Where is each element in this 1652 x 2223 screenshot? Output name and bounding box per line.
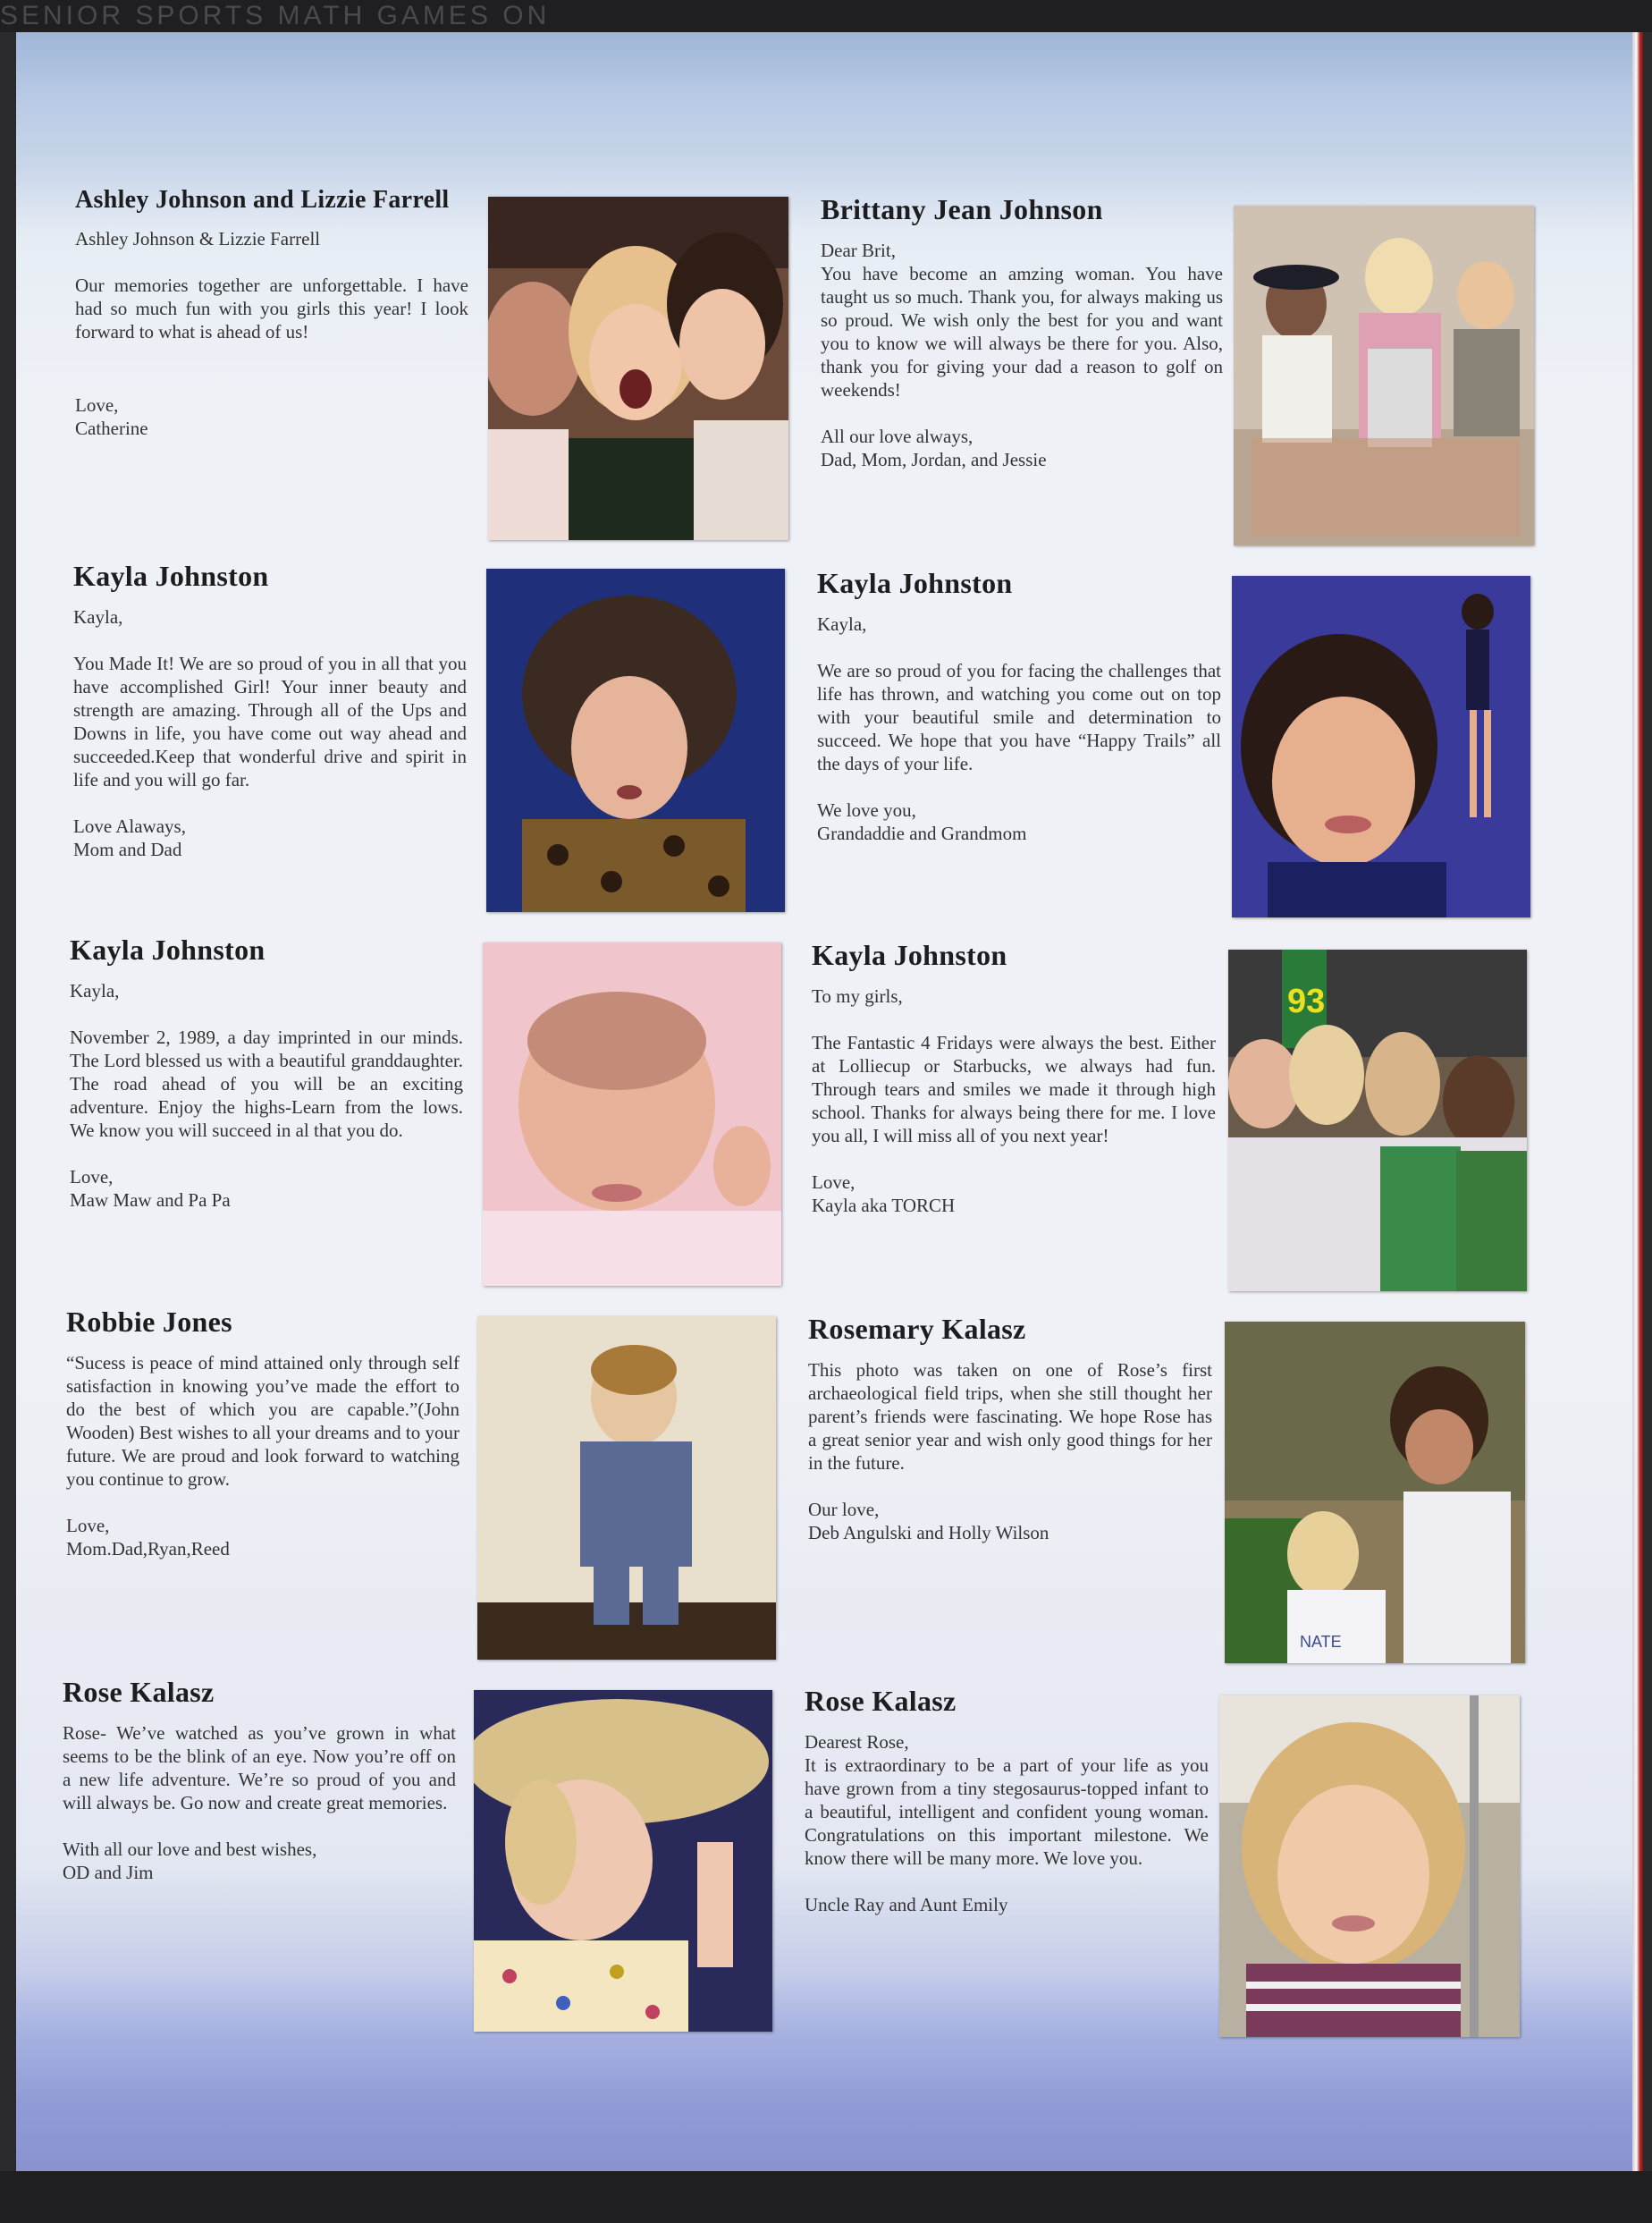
entry-message: “Sucess is peace of mind attained only through self satisfaction in knowing you’ve made the effort to do the best of which you are capable.”(John Wooden) Best wishes to all your dreams and to your future. We are proud and look forward to watching you continue to grow. <box>66 1352 459 1490</box>
entry-title: Rose Kalasz <box>63 1676 215 1708</box>
entry-message: This photo was taken on one of Rose’s first archaeological field trips, when she still thought her parent’s friends were fascinating. We hope Rose has a great senior year and wish only good things for her in the future. <box>808 1359 1212 1474</box>
entry-title: Kayla Johnston <box>817 567 1013 599</box>
entry-title: Kayla Johnston <box>70 934 266 966</box>
entry-title: Kayla Johnston <box>73 560 269 592</box>
top-edge-strip <box>0 0 1652 32</box>
entry-kayla-1 <box>73 560 467 861</box>
photo-four-friends <box>1228 950 1527 1291</box>
photo-newborn-baby <box>483 942 781 1286</box>
entry-robbie <box>66 1306 459 1560</box>
entry-title: Ashley Johnson and Lizzie Farrell <box>75 186 450 214</box>
entry-signature: Maw Maw and Pa Pa <box>70 1189 231 1211</box>
entry-greeting: Dearest Rose, <box>805 1731 909 1753</box>
entry-greeting: Dear Brit, <box>821 240 896 261</box>
entry-signature: Mom.Dad,Ryan,Reed <box>66 1538 230 1559</box>
entry-message: Rose- We’ve watched as you’ve grown in what seems to be the blink of an eye. Now you’re off on a new life adventure. We’re so proud of you and will always be. Go now and create great memories. <box>63 1722 456 1813</box>
entry-rose-2 <box>805 1685 1209 1916</box>
photo-three-girls-selfie <box>488 197 788 540</box>
entry-signature: Uncle Ray and Aunt Emily <box>805 1894 1008 1915</box>
entry-closing: With all our love and best wishes, <box>63 1838 317 1860</box>
entry-closing: All our love always, <box>821 426 974 447</box>
entry-closing: Our love, <box>808 1499 880 1520</box>
entry-brittany <box>821 193 1223 471</box>
entry-closing: Love, <box>812 1171 856 1193</box>
entry-message: You have become an amzing woman. You have taught us so much. Thank you, for always making us so proud. We wish only the best for you and want you to know we will always be there for you. Also, thank you for giving your dad a reason to golf on weekends! <box>821 263 1223 401</box>
entry-closing: Love, <box>75 394 119 416</box>
entry-rosemary <box>808 1313 1212 1544</box>
entry-closing: Love, <box>66 1515 110 1536</box>
entry-title: Rose Kalasz <box>805 1685 957 1717</box>
entry-closing: Love Alaways, <box>73 816 186 837</box>
entry-title: Brittany Jean Johnson <box>821 193 1103 225</box>
entry-signature: Grandaddie and Grandmom <box>817 823 1027 844</box>
entry-kayla-2 <box>817 567 1221 845</box>
photo-girl-swing <box>1219 1695 1520 2037</box>
entry-message: Our memories together are unforgettable. I have had so much fun with you girls this year! I look forward to what is ahead of us! <box>75 275 468 342</box>
photo-field-trip <box>1225 1322 1525 1663</box>
entry-message: You Made It! We are so proud of you in all that you have accomplished Girl! Your inner beauty and strength are amazing. Through all of the Ups and Downs in life, you have come out way ahead and succeeded.Keep that wonderful drive and spirit in life and you will go far. <box>73 653 467 790</box>
entry-signature: Deb Angulski and Holly Wilson <box>808 1522 1049 1543</box>
top-edge-text: SENIOR SPORTS MATH GAMES ON <box>0 1 551 30</box>
entry-message: It is extraordinary to be a part of your life as you have grown from a tiny stegosaurus-topped infant to a beautiful, intelligent and confident young woman. Congratulations on this important milestone. We know there will be many more. We love you. <box>805 1754 1209 1869</box>
entry-title: Kayla Johnston <box>812 939 1007 971</box>
entry-greeting: Kayla, <box>70 980 120 1002</box>
entry-signature: Dad, Mom, Jordan, and Jessie <box>821 449 1047 470</box>
photo-three-toddlers <box>1234 206 1534 545</box>
entry-title: Rosemary Kalasz <box>808 1313 1026 1345</box>
entry-signature: Catherine <box>75 418 148 439</box>
entry-message: We are so proud of you for facing the challenges that life has thrown, and watching you come out on top with your beautiful smile and determination to succeed. We hope that you have “Happy Trails” all the days of your life. <box>817 660 1221 774</box>
photo-toddler-denim <box>477 1316 776 1660</box>
photo-child-straw-hat <box>474 1690 772 2032</box>
bottom-edge-strip <box>0 2171 1652 2223</box>
entry-kayla-3 <box>70 934 463 1212</box>
entry-greeting: To my girls, <box>812 985 903 1007</box>
entry-rose-1 <box>63 1676 456 1884</box>
entry-closing: Love, <box>70 1166 114 1188</box>
entry-kayla-4 <box>812 939 1216 1217</box>
entry-greeting: Kayla, <box>817 613 867 635</box>
yearbook-page <box>16 32 1643 2171</box>
entry-closing: We love you, <box>817 799 916 821</box>
entry-message: November 2, 1989, a day imprinted in our minds. The Lord blessed us with a beautiful granddaughter. The road ahead of you will be an exciting adventure. Enjoy the highs-Learn from the lows. We know you will succeed in al that you do. <box>70 1027 463 1141</box>
photo-smiling-girl-dancer <box>1232 576 1530 917</box>
entry-greeting: Ashley Johnson & Lizzie Farrell <box>75 228 321 249</box>
entry-signature: Kayla aka TORCH <box>812 1195 956 1216</box>
entry-greeting: Kayla, <box>73 606 123 628</box>
entry-ashley-lizzie <box>75 186 468 440</box>
entry-message: The Fantastic 4 Fridays were always the best. Either at Lolliecup or Starbucks, we always had fun. Through tears and smiles we made it through high school. Thanks for always being there for me. I love you all, I will miss all of you next year! <box>812 1032 1216 1146</box>
radio-sign-text: 93 <box>1287 983 1326 1020</box>
photo-child-leopard-hair <box>486 569 785 912</box>
photo-shirt-text: NATE <box>1300 1633 1342 1651</box>
entry-signature: OD and Jim <box>63 1862 154 1883</box>
entry-title: Robbie Jones <box>66 1306 232 1338</box>
entry-signature: Mom and Dad <box>73 839 182 860</box>
